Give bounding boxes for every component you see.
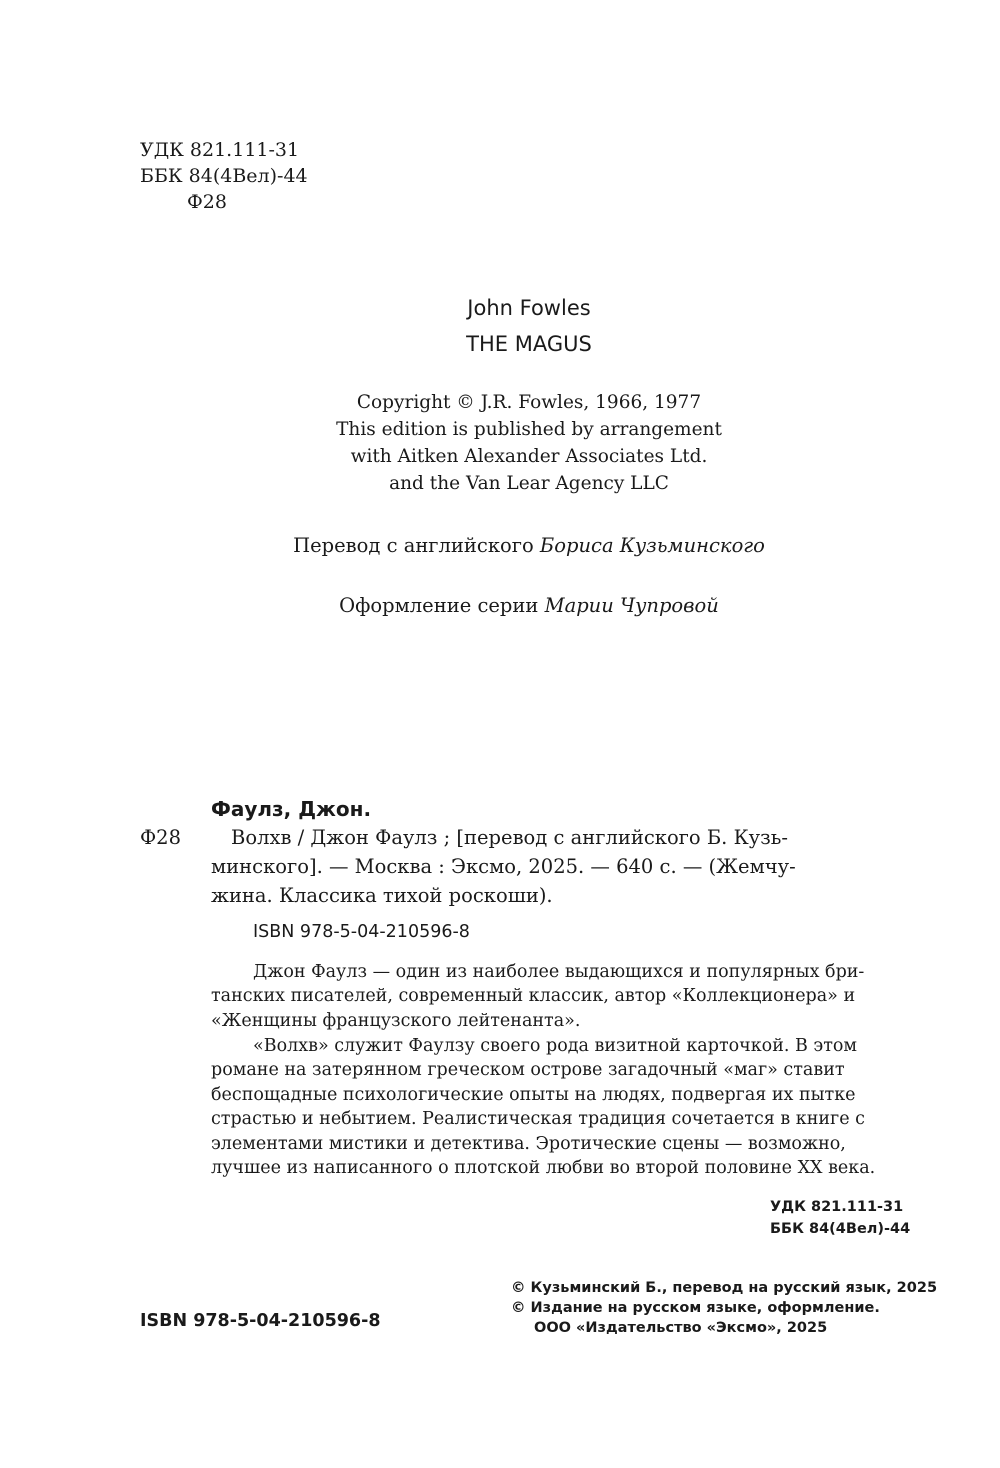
description-line: Волхв / Джон Фаулз ; [перевод с английского Б. Кузь- <box>231 826 788 849</box>
translator-name: Бориса Кузьминского <box>539 534 765 557</box>
rights-line: © Издание на русском языке, оформление. <box>511 1300 880 1316</box>
designer-name: Марии Чупровой <box>544 594 719 617</box>
description-line: жина. Классика тихой роскоши). <box>211 884 553 907</box>
card-isbn: ISBN 978-5-04-210596-8 <box>253 922 470 942</box>
annotation-line: беспощадные психологические опыты на людях, подвергая их пытке <box>211 1085 856 1105</box>
translator-credit <box>0 531 1000 561</box>
annotation-line: «Женщины французского лейтенанта». <box>211 1011 581 1031</box>
translation-prefix: Перевод с английского <box>293 534 534 557</box>
rights-line: ООО «Издательство «Эксмо», 2025 <box>534 1320 828 1336</box>
author-mark: Ф28 <box>187 191 227 213</box>
card-bbk: ББК 84(4Вел)-44 <box>770 1221 911 1237</box>
design-credit <box>0 591 1000 621</box>
original-author: John Fowles <box>467 296 591 320</box>
annotation-line: элементами мистики и детектива. Эротические сцены — возможно, <box>211 1134 846 1154</box>
copyright-line: with Aitken Alexander Associates Ltd. <box>350 446 708 467</box>
rights-line: © Кузьминский Б., перевод на русский язык, 2025 <box>511 1280 938 1296</box>
design-prefix: Оформление серии <box>339 594 539 617</box>
annotation-line: страстью и небытием. Реалистическая традиция сочетается в книге с <box>211 1109 865 1129</box>
card-author-mark: Ф28 <box>140 826 181 849</box>
annotation-line: танских писателей, современный классик, автор «Коллекционера» и <box>211 986 856 1006</box>
card-description <box>231 823 788 852</box>
original-title: THE MAGUS <box>466 332 592 356</box>
copyright-line: Copyright © J.R. Fowles, 1966, 1977 <box>356 392 702 413</box>
annotation-line: лучшее из написанного о плотской любви во второй половине XX века. <box>211 1158 876 1178</box>
card-description-continued <box>211 852 796 910</box>
bbk-code: ББК 84(4Вел)-44 <box>140 165 308 187</box>
description-line: минского]. — Москва : Эксмо, 2025. — 640 с. — (Жемчу- <box>211 855 796 878</box>
original-title-block <box>0 290 1000 362</box>
annotation-line: романе на затерянном греческом острове загадочный «маг» ставит <box>211 1060 845 1080</box>
card-udk: УДК 821.111-31 <box>770 1199 904 1215</box>
annotation-line: «Волхв» служит Фаулзу своего рода визитной карточкой. В этом <box>253 1036 858 1056</box>
udk-code: УДК 821.111-31 <box>140 139 300 161</box>
card-author-heading: Фаулз, Джон. <box>211 797 372 821</box>
footer-isbn: ISBN 978-5-04-210596-8 <box>140 1311 381 1331</box>
copyright-line: This edition is published by arrangement <box>336 419 722 440</box>
copyright-notice <box>0 389 1000 497</box>
annotation-line: Джон Фаулз — один из наиболее выдающихся и популярных бри- <box>253 962 865 982</box>
copyright-line: and the Van Lear Agency LLC <box>389 473 669 494</box>
